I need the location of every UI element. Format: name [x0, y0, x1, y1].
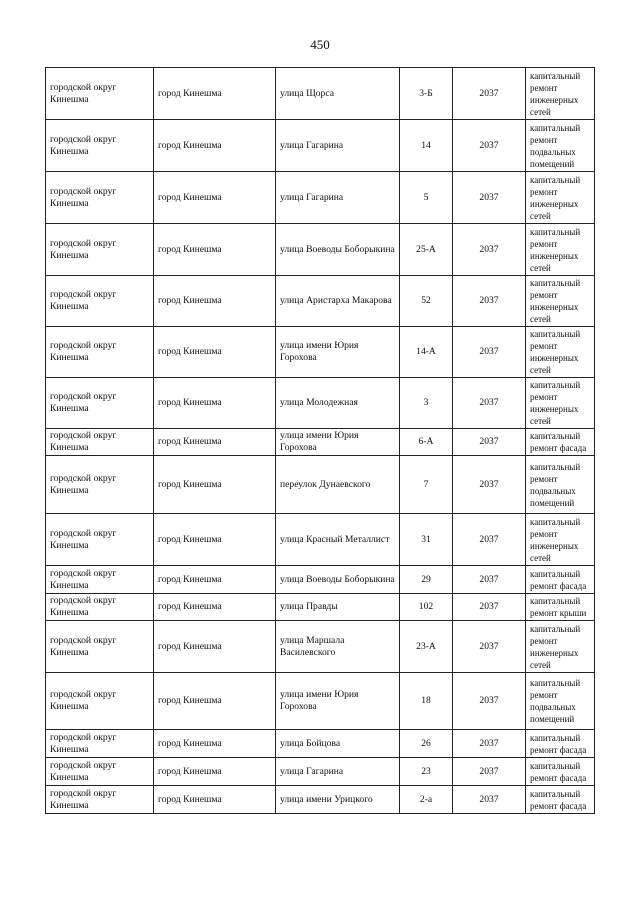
house-number-cell: 29 [400, 566, 453, 594]
table-row [46, 456, 595, 514]
settlement-cell: город Кинешма [154, 758, 276, 786]
table-row [46, 758, 595, 786]
street-cell: улица Бойцова [276, 730, 400, 758]
work-type-cell: капитальный ремонт подвальных помещений [526, 456, 595, 514]
work-type-cell: капитальный ремонт фасада [526, 730, 595, 758]
year-cell: 2037 [453, 786, 526, 814]
house-number-cell: 3-Б [400, 68, 453, 120]
settlement-cell: город Кинешма [154, 327, 276, 378]
table-row [46, 730, 595, 758]
table-row [46, 276, 595, 327]
municipality-cell: городской округ Кинешма [46, 786, 154, 814]
year-cell: 2037 [453, 566, 526, 594]
street-cell: улица Аристарха Макарова [276, 276, 400, 327]
municipality-cell: городской округ Кинешма [46, 594, 154, 621]
house-number-cell: 52 [400, 276, 453, 327]
house-number-cell: 23 [400, 758, 453, 786]
table-body [46, 68, 595, 814]
municipality-cell: городской округ Кинешма [46, 327, 154, 378]
municipality-cell: городской округ Кинешма [46, 276, 154, 327]
house-number-cell: 2-а [400, 786, 453, 814]
work-type-cell: капитальный ремонт инженерных сетей [526, 378, 595, 429]
settlement-cell: город Кинешма [154, 786, 276, 814]
repair-schedule-table [45, 67, 595, 814]
municipality-cell: городской округ Кинешма [46, 172, 154, 224]
year-cell: 2037 [453, 514, 526, 566]
settlement-cell: город Кинешма [154, 68, 276, 120]
street-cell: улица имени Урицкого [276, 786, 400, 814]
work-type-cell: капитальный ремонт крыши [526, 594, 595, 621]
work-type-cell: капитальный ремонт инженерных сетей [526, 172, 595, 224]
street-cell: улица Гагарина [276, 120, 400, 172]
house-number-cell: 14 [400, 120, 453, 172]
municipality-cell: городской округ Кинешма [46, 673, 154, 730]
street-cell: улица Красный Металлист [276, 514, 400, 566]
table-row [46, 594, 595, 621]
municipality-cell: городской округ Кинешма [46, 120, 154, 172]
street-cell: переулок Дунаевского [276, 456, 400, 514]
year-cell: 2037 [453, 378, 526, 429]
year-cell: 2037 [453, 594, 526, 621]
settlement-cell: город Кинешма [154, 120, 276, 172]
work-type-cell: капитальный ремонт инженерных сетей [526, 514, 595, 566]
settlement-cell: город Кинешма [154, 172, 276, 224]
table-row [46, 514, 595, 566]
house-number-cell: 3 [400, 378, 453, 429]
year-cell: 2037 [453, 621, 526, 673]
year-cell: 2037 [453, 120, 526, 172]
work-type-cell: капитальный ремонт инженерных сетей [526, 276, 595, 327]
settlement-cell: город Кинешма [154, 456, 276, 514]
table-row [46, 378, 595, 429]
house-number-cell: 25-А [400, 224, 453, 276]
municipality-cell: городской округ Кинешма [46, 730, 154, 758]
street-cell: улица Маршала Василевского [276, 621, 400, 673]
municipality-cell: городской округ Кинешма [46, 68, 154, 120]
work-type-cell: капитальный ремонт фасада [526, 429, 595, 456]
year-cell: 2037 [453, 730, 526, 758]
year-cell: 2037 [453, 758, 526, 786]
street-cell: улица Молодежная [276, 378, 400, 429]
year-cell: 2037 [453, 327, 526, 378]
house-number-cell: 18 [400, 673, 453, 730]
municipality-cell: городской округ Кинешма [46, 429, 154, 456]
work-type-cell: капитальный ремонт подвальных помещений [526, 673, 595, 730]
year-cell: 2037 [453, 224, 526, 276]
table-row [46, 68, 595, 120]
table-row [46, 327, 595, 378]
work-type-cell: капитальный ремонт инженерных сетей [526, 224, 595, 276]
year-cell: 2037 [453, 68, 526, 120]
settlement-cell: город Кинешма [154, 378, 276, 429]
street-cell: улица имени Юрия Горохова [276, 673, 400, 730]
table-row [46, 566, 595, 594]
settlement-cell: город Кинешма [154, 276, 276, 327]
settlement-cell: город Кинешма [154, 621, 276, 673]
work-type-cell: капитальный ремонт подвальных помещений [526, 120, 595, 172]
house-number-cell: 23-А [400, 621, 453, 673]
street-cell: улица Гагарина [276, 172, 400, 224]
year-cell: 2037 [453, 673, 526, 730]
table-row [46, 172, 595, 224]
street-cell: улица Воеводы Боборыкина [276, 566, 400, 594]
year-cell: 2037 [453, 456, 526, 514]
settlement-cell: город Кинешма [154, 566, 276, 594]
street-cell: улица Щорса [276, 68, 400, 120]
settlement-cell: город Кинешма [154, 594, 276, 621]
table-row [46, 429, 595, 456]
settlement-cell: город Кинешма [154, 429, 276, 456]
municipality-cell: городской округ Кинешма [46, 456, 154, 514]
work-type-cell: капитальный ремонт инженерных сетей [526, 327, 595, 378]
work-type-cell: капитальный ремонт фасада [526, 758, 595, 786]
table-row [46, 224, 595, 276]
work-type-cell: капитальный ремонт инженерных сетей [526, 68, 595, 120]
street-cell: улица Воеводы Боборыкина [276, 224, 400, 276]
street-cell: улица имени Юрия Горохова [276, 429, 400, 456]
table-row [46, 786, 595, 814]
street-cell: улица имени Юрия Горохова [276, 327, 400, 378]
house-number-cell: 5 [400, 172, 453, 224]
municipality-cell: городской округ Кинешма [46, 514, 154, 566]
settlement-cell: город Кинешма [154, 673, 276, 730]
house-number-cell: 102 [400, 594, 453, 621]
settlement-cell: город Кинешма [154, 730, 276, 758]
year-cell: 2037 [453, 172, 526, 224]
street-cell: улица Гагарина [276, 758, 400, 786]
street-cell: улица Правды [276, 594, 400, 621]
municipality-cell: городской округ Кинешма [46, 224, 154, 276]
table-row [46, 120, 595, 172]
municipality-cell: городской округ Кинешма [46, 621, 154, 673]
year-cell: 2037 [453, 276, 526, 327]
year-cell: 2037 [453, 429, 526, 456]
work-type-cell: капитальный ремонт инженерных сетей [526, 621, 595, 673]
work-type-cell: капитальный ремонт фасада [526, 566, 595, 594]
house-number-cell: 26 [400, 730, 453, 758]
table-row [46, 673, 595, 730]
house-number-cell: 7 [400, 456, 453, 514]
house-number-cell: 14-А [400, 327, 453, 378]
settlement-cell: город Кинешма [154, 514, 276, 566]
table-row [46, 621, 595, 673]
municipality-cell: городской округ Кинешма [46, 758, 154, 786]
page-number: 450 [310, 37, 330, 52]
house-number-cell: 6-А [400, 429, 453, 456]
house-number-cell: 31 [400, 514, 453, 566]
settlement-cell: город Кинешма [154, 224, 276, 276]
municipality-cell: городской округ Кинешма [46, 378, 154, 429]
work-type-cell: капитальный ремонт фасада [526, 786, 595, 814]
municipality-cell: городской округ Кинешма [46, 566, 154, 594]
